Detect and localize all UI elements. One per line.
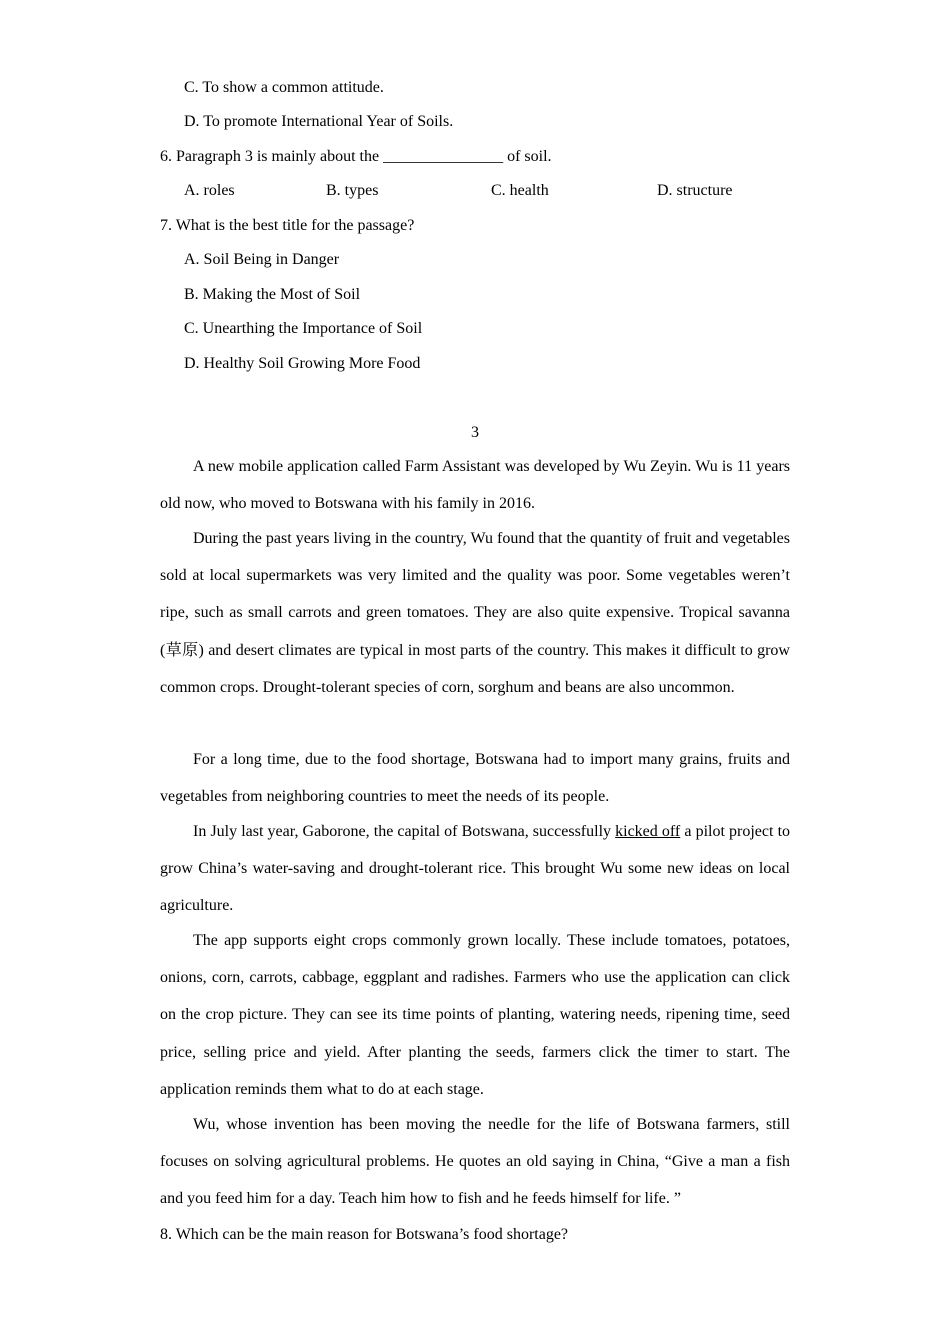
passage-paragraph-6: Wu, whose invention has been moving the needle for the life of Botswana farmers, still focuses on solving agricultural problems. He quotes an old saying in China, “Give a man a fish and you feed him for a day. Teach him how to fish and he feeds himself for life. ” <box>160 1116 790 1208</box>
q6-option-c: C. health <box>491 182 549 199</box>
q7-option-d: D. Healthy Soil Growing More Food <box>184 355 421 372</box>
paragraph-4-text-after: a pilot project to grow China’s water-saving and drought-tolerant rice. This brought Wu some new ideas on local agriculture. <box>160 823 791 915</box>
q5-option-c: C. To show a common attitude. <box>184 79 384 96</box>
passage-number: 3 <box>471 424 479 441</box>
passage-paragraph-5: The app supports eight crops commonly grown locally. These include tomatoes, potatoes, onions, corn, carrots, cabbage, eggplant and radishes. Farmers who use the application can click on the crop picture. They can see its time points of planting, watering needs, ripening time, seed price, selling price and yield. After planting the seeds, farmers click the timer to start. The application reminds them what to do at each stage. <box>160 932 790 1098</box>
q6-options <box>0 181 950 201</box>
q8-question: 8. Which can be the main reason for Botswana’s food shortage? <box>160 1226 569 1243</box>
q7-option-b: B. Making the Most of Soil <box>184 286 361 303</box>
q7-option-a: A. Soil Being in Danger <box>184 251 340 268</box>
paragraph-4-text-before: In July last year, Gaborone, the capital of Botswana, successfully <box>193 823 616 840</box>
underlined-phrase: kicked off <box>615 823 681 840</box>
q7-option-c: C. Unearthing the Importance of Soil <box>184 320 423 337</box>
passage-paragraph-2: During the past years living in the country, Wu found that the quantity of fruit and vegetables sold at local supermarkets was very limited and the quality was poor. Some vegetables weren’t ripe, such as small carrots and green tomatoes. They are also quite expensive. Tropical savanna (草原) and desert climates are typical in most parts of the country. This makes it difficult to grow common crops. Drought-tolerant species of corn, sorghum and beans are also uncommon. <box>160 530 790 696</box>
passage-paragraph-3: For a long time, due to the food shortage, Botswana had to import many grains, fruits and vegetables from neighboring countries to meet the needs of its people. <box>160 751 790 806</box>
q7-question: 7. What is the best title for the passage? <box>160 217 415 234</box>
q6-option-b: B. types <box>326 182 379 199</box>
q6-question: 6. Paragraph 3 is mainly about the _______________ of soil. <box>160 148 552 165</box>
q6-option-a: A. roles <box>184 182 235 199</box>
q5-option-d: D. To promote International Year of Soils. <box>184 113 454 130</box>
q6-option-d: D. structure <box>657 182 733 199</box>
passage-paragraph-4 <box>160 813 790 925</box>
passage-paragraph-1: A new mobile application called Farm Assistant was developed by Wu Zeyin. Wu is 11 years old now, who moved to Botswana with his family in 2016. <box>160 458 790 513</box>
